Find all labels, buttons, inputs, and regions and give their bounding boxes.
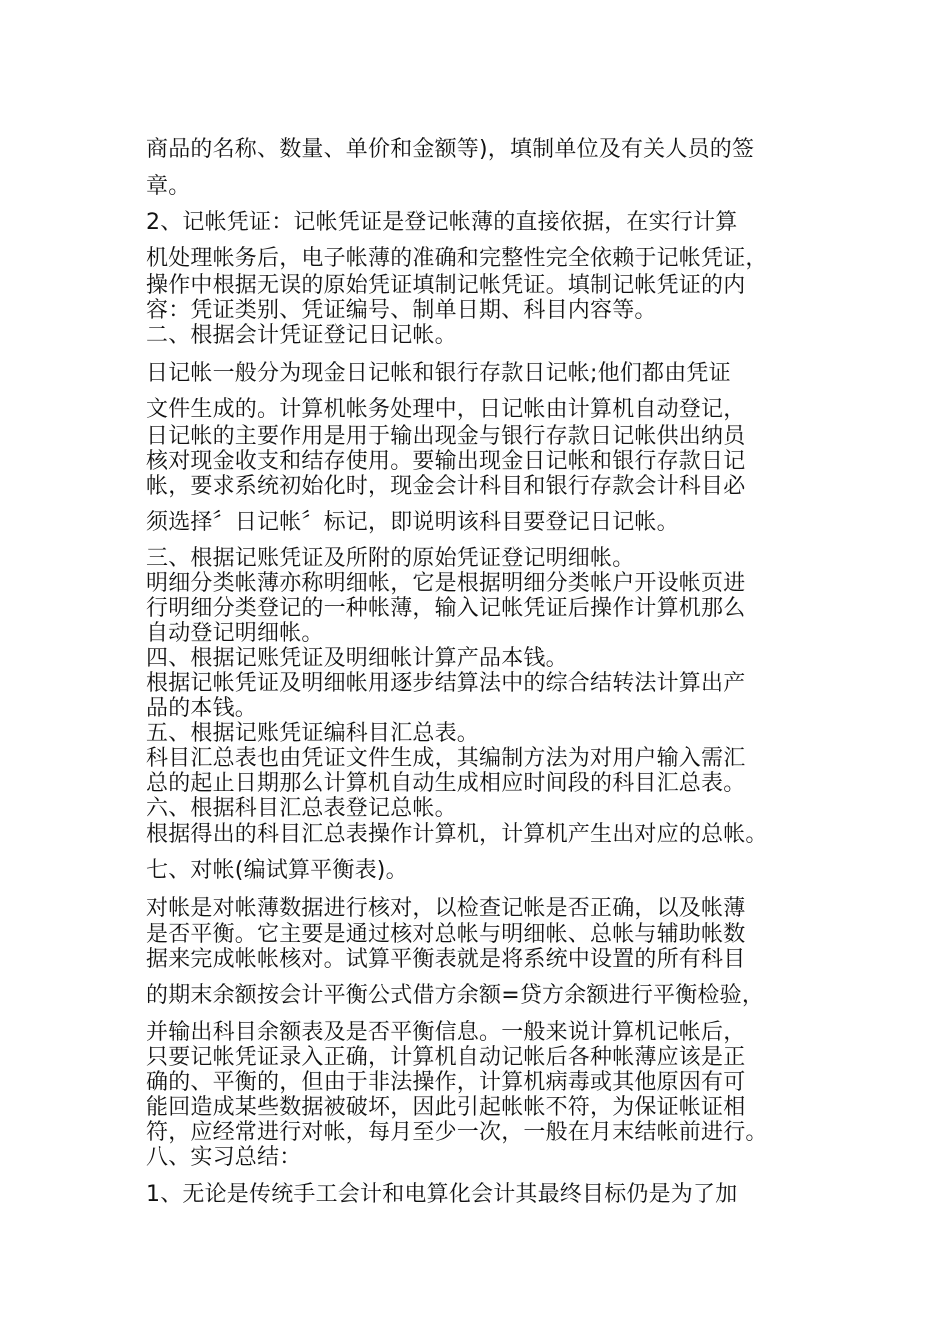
- text-line: 操作中根据无误的原始凭证填制记帐凭证。填制记帐凭证的内: [146, 273, 746, 298]
- text-line: 明细分类帐薄亦称明细帐，它是根据明细分类帐户开设帐页进: [146, 571, 746, 596]
- text-line: 章。: [146, 174, 191, 199]
- text-line: 确的、平衡的，但由于非法操作，计算机病毒或其他原因有可: [146, 1070, 746, 1095]
- section-heading: 四、根据记账凭证及明细帐计算产品本钱。: [146, 646, 568, 671]
- text-line: 根据记帐凭证及明细帐用逐步结算法中的综合结转法计算出产: [146, 671, 746, 696]
- section-heading: 五、根据记账凭证编科目汇总表。: [146, 721, 480, 746]
- text-line: 符，应经常进行对帐，每月至少一次，一般在月末结帐前进行。: [146, 1120, 768, 1145]
- text-line: 2、记帐凭证：记帐凭证是登记帐薄的直接依据，在实行计算: [146, 210, 738, 235]
- text-line: 核对现金收支和结存使用。要输出现金日记帐和银行存款日记: [146, 449, 746, 474]
- text-line: 行明细分类登记的一种帐薄，输入记帐凭证后操作计算机那么: [146, 596, 746, 621]
- section-heading: 三、根据记账凭证及所附的原始凭证登记明细帐。: [146, 546, 635, 571]
- text-line: 自动登记明细帐。: [146, 621, 324, 646]
- section-heading: 八、实习总结：: [146, 1145, 302, 1170]
- section-heading: 二、根据会计凭证登记日记帐。: [146, 323, 457, 348]
- text-line: 对帐是对帐薄数据进行核对，以检查记帐是否正确，以及帐薄: [146, 896, 746, 921]
- text-line: 能回造成某些数据被破坏，因此引起帐帐不符，为保证帐证相: [146, 1095, 746, 1120]
- section-heading: 六、根据科目汇总表登记总帐。: [146, 796, 457, 821]
- text-line: 文件生成的。计算机帐务处理中，日记帐由计算机自动登记，: [146, 397, 746, 422]
- text-line: 是否平衡。它主要是通过核对总帐与明细帐、总帐与辅助帐数: [146, 922, 746, 947]
- text-line: 的期末余额按会计平衡公式借方余额=贷方余额进行平衡检验，: [146, 983, 765, 1008]
- text-line: 帐，要求系统初始化时，现金会计科目和银行存款会计科目必: [146, 474, 746, 499]
- text-line: 商品的名称、数量、单价和金额等)，填制单位及有关人员的签: [146, 137, 755, 162]
- text-line: 只要记帐凭证录入正确，计算机自动记帐后各种帐薄应该是正: [146, 1045, 746, 1070]
- text-line: 据来完成帐帐核对。试算平衡表就是将系统中设置的所有科目: [146, 947, 746, 972]
- text-line: 容：凭证类别、凭证编号、制单日期、科目内容等。: [146, 298, 657, 323]
- text-line: 根据得出的科目汇总表操作计算机，计算机产生出对应的总帐。: [146, 822, 768, 847]
- text-line: 日记帐一般分为现金日记帐和银行存款日记帐;他们都由凭证: [146, 361, 731, 386]
- text-line: 日记帐的主要作用是用于输出现金与银行存款日记帐供出纳员: [146, 424, 746, 449]
- text-line: 总的起止日期那么计算机自动生成相应时间段的科目汇总表。: [146, 771, 746, 796]
- text-line: 并输出科目余额表及是否平衡信息。一般来说计算机记帐后，: [146, 1020, 746, 1045]
- section-heading: 七、对帐(编试算平衡表)。: [146, 858, 408, 883]
- text-line: 1、无论是传统手工会计和电算化会计其最终目标仍是为了加: [146, 1182, 738, 1207]
- text-line: 科目汇总表也由凭证文件生成，其编制方法为对用户输入需汇: [146, 746, 746, 771]
- text-line: 须选择〞日记帐〞标记，即说明该科目要登记日记帐。: [146, 510, 679, 535]
- text-line: 品的本钱。: [146, 696, 258, 721]
- text-line: 机处理帐务后，电子帐薄的准确和完整性完全依赖于记帐凭证，: [146, 246, 768, 271]
